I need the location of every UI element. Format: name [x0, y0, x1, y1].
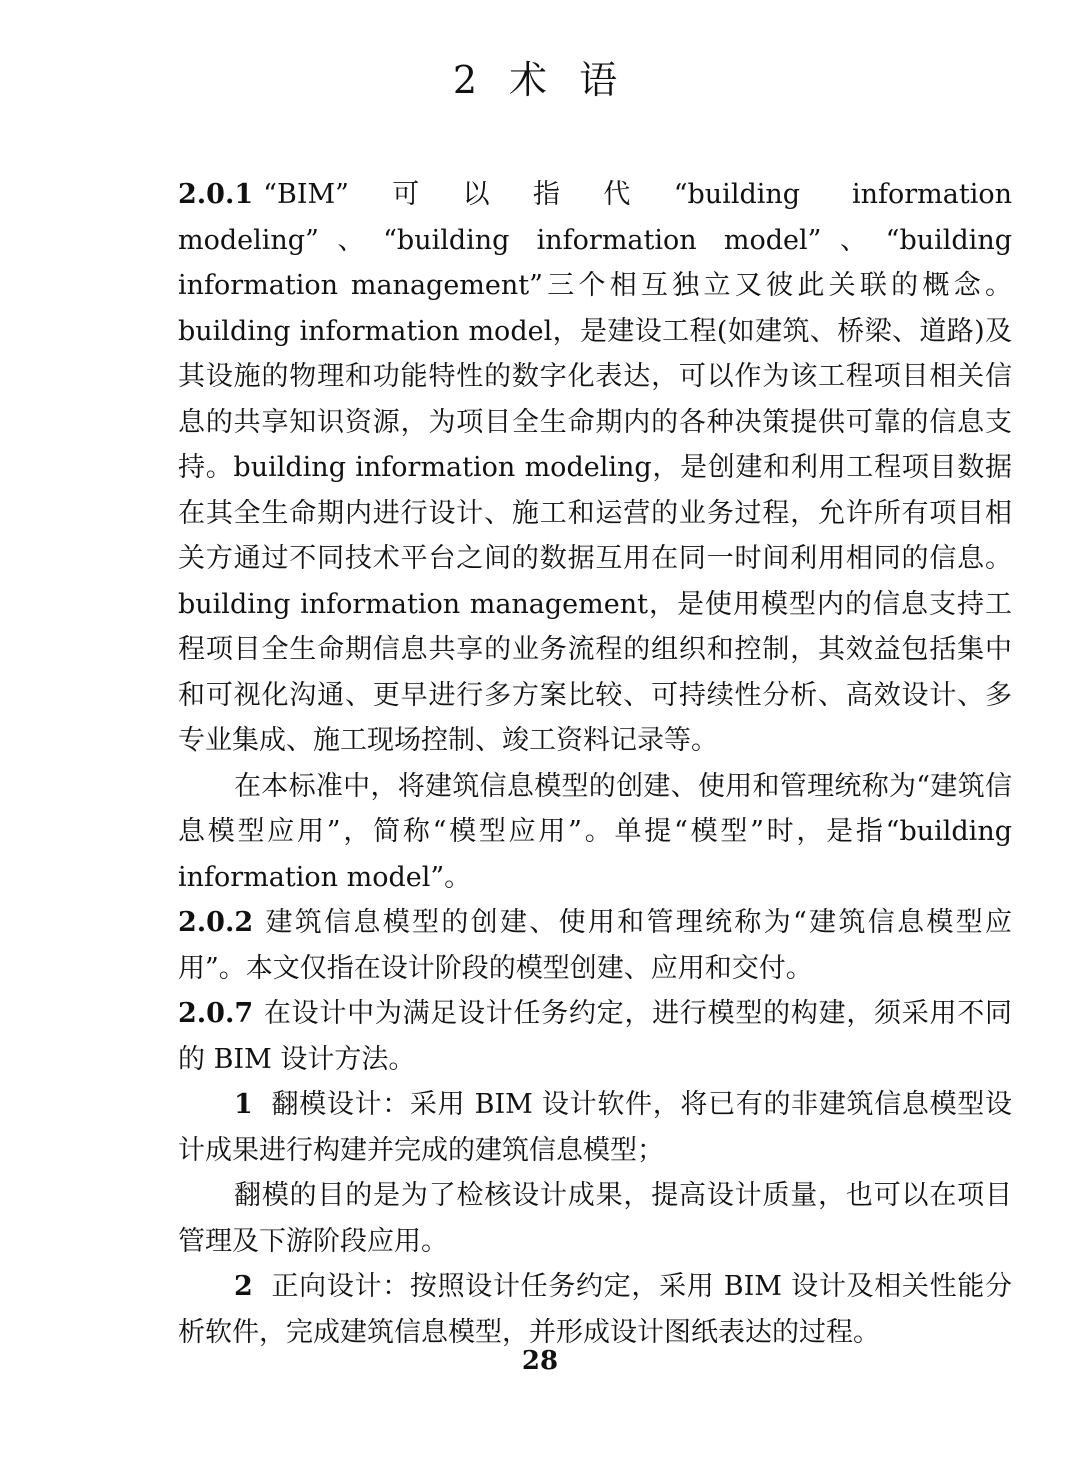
item-text: 正向设计：按照设计任务约定，采用 BIM 设计及相关性能分析软件，完成建筑信息模型，并形成设计图纸表达的过程。	[178, 1271, 1012, 1348]
clause-2-0-2	[178, 900, 1012, 991]
clause-text: 在设计中为满足设计任务约定，进行模型的构建，须采用不同的 BIM 设计方法。	[178, 998, 1012, 1075]
clause-text: “BIM”可以指代“building information modeling”、“building information model”、“building information management”三个相互独立又彼此关联的概念。building information model，是建设工程(如建筑、桥梁、道路)及其设施的物理和功能特性的数字化表达，可以作为该工程项目相关信息的共享知识资源，为项目全生命期内的各种决策提供可靠的信息支持。building information modeling，是创建和利用工程项目数据在其全生命期内进行设计、施工和运营的业务过程，允许所有项目相关方通过不同技术平台之间的数据互用在同一时间利用相同的信息。building information management，是使用模型内的信息支持工程项目全生命期信息共享的业务流程的组织和控制，其效益包括集中和可视化沟通、更早进行多方案比较、可持续性分析、高效设计、多专业集成、施工现场控制、竣工资料记录等。	[178, 179, 1012, 756]
item-number: 1	[234, 1089, 253, 1120]
clause-number: 2.0.1	[178, 179, 254, 210]
body-text	[178, 172, 1012, 1355]
list-item	[178, 1264, 1012, 1355]
clause-number: 2.0.2	[178, 907, 254, 938]
chapter-number: 2	[452, 58, 488, 102]
list-item	[178, 1082, 1012, 1173]
clause-2-0-1	[178, 172, 1012, 764]
clause-number: 2.0.7	[178, 998, 254, 1029]
item-text: 翻模设计：采用 BIM 设计软件，将已有的非建筑信息模型设计成果进行构建并完成的建筑信息模型；	[178, 1089, 1012, 1166]
page-number: 28	[521, 1346, 559, 1376]
clause-text: 建筑信息模型的创建、使用和管理统称为“建筑信息模型应用”。本文仅指在设计阶段的模型创建、应用和交付。	[178, 907, 1012, 984]
item-note: 翻模的目的是为了检核设计成果，提高设计质量，也可以在项目管理及下游阶段应用。	[178, 1180, 1012, 1257]
chapter-title: 术 语	[509, 58, 628, 102]
item-number: 2	[234, 1271, 253, 1302]
clause-2-0-1-paragraph: 在本标准中，将建筑信息模型的创建、使用和管理统称为“建筑信息模型应用”，简称“模型应用”。单提“模型”时，是指“building information model”。	[178, 770, 1012, 893]
clause-2-0-7	[178, 991, 1012, 1082]
chapter-heading	[0, 52, 1080, 108]
